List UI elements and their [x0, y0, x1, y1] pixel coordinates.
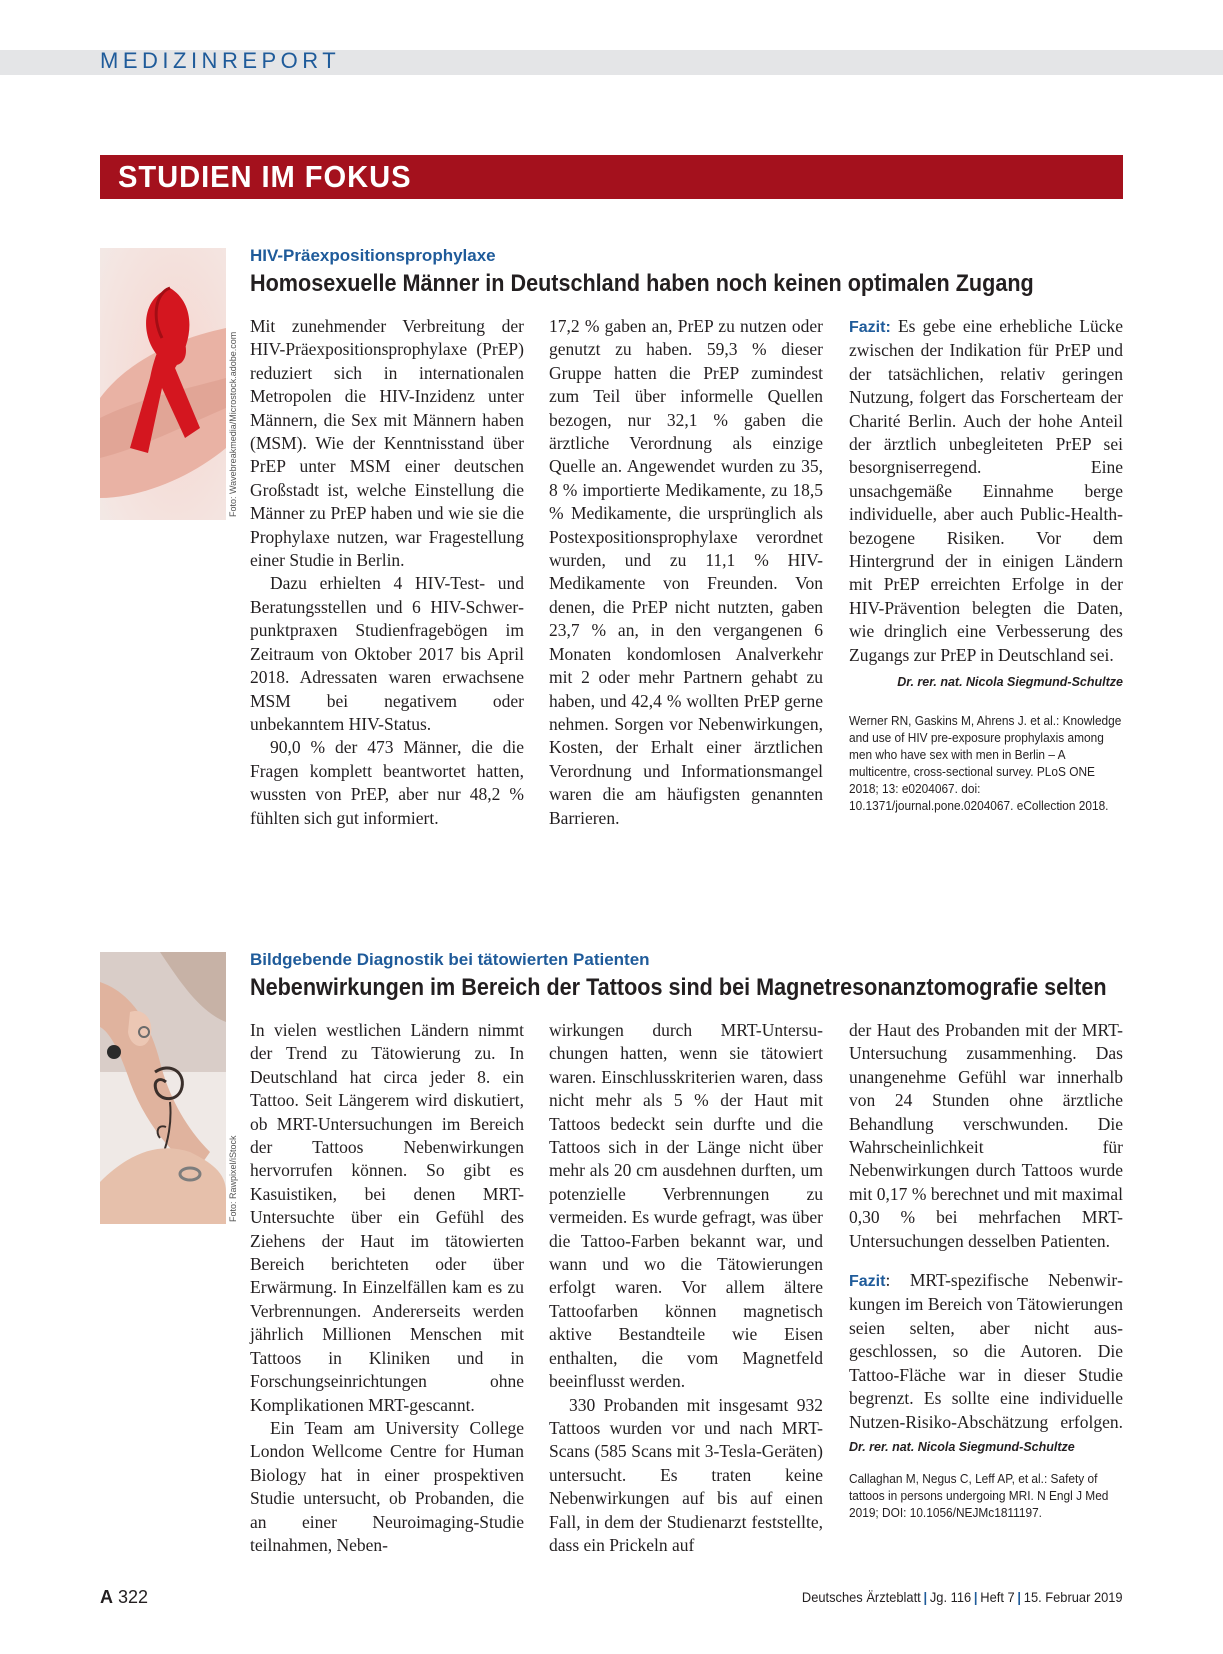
reference: Callaghan M, Negus C, Leff AP, et al.: Safety of tattoos in persons undergoing MRI. N Engl J Med 2019; DOI: 10.1056/NEJMc1811197.: [849, 1472, 1109, 1521]
tattoo-hand-icon: [100, 952, 226, 1224]
article-kicker: HIV-Präexpositionsprophylaxe: [250, 246, 496, 265]
article-column-2: [549, 1019, 823, 1557]
paragraph: Ein Team am University College London Wellcome Centre for Human Biology hat in einer prospektiven Studie untersucht, ob Probanden, die an einer Neuroimaging-Studie teilnahmen, Neben-: [250, 1417, 524, 1555]
separator: |: [1017, 1589, 1022, 1605]
paragraph: Mit zunehmender Verbreitung der HIV-Präexpositionsprophylaxe (PrEP) reduziert sich in internationalen Metropolen die HIV-Inzidenz unter Männern, die Sex mit Männern haben (MSM). Wie der Kenntnisstand über PrEP unter MSM einer deutschen Großstadt ist, welche Einstellung die Männer zu PrEP haben und wie sie die Prophylaxe nutzen, war Fragestellung einer Studie in Berlin.: [250, 316, 524, 571]
article-headline: Homosexuelle Männer in Deutschland haben noch keinen optimalen Zugang: [250, 270, 1034, 297]
article-column-1: [250, 315, 524, 830]
journal-issue: Heft 7: [980, 1589, 1016, 1605]
journal-date: 15. Februar 2019: [1024, 1589, 1123, 1605]
red-ribbon-icon: [100, 248, 226, 520]
paragraph: In vielen westlichen Ländern nimmt der Trend zu Tätowierung zu. In Deutschland hat circa jeder 8. ein Tattoo. Seit Längerem wird diskutiert, ob MRT-Untersuchungen im Bereich der Tattoos Nebenwirkungen hervorrufen können. So gibt es Kasuistiken, bei denen MRT-Untersuchte über ein Gefühl des Ziehens der Haut im tätowierten Bereich berichteten oder über Erwärmung. In Einzelfällen kam es zu Verbrennungen. Andererseits werden jährlich Millionen Menschen mit Tattoos in Kliniken und in Forschungseinrichtungen ohne Komplikationen MRT-gescannt.: [250, 1020, 524, 1415]
article-headline: Nebenwirkungen im Bereich der Tattoos sind bei Magnetresonanztomografie selten: [250, 974, 1107, 1001]
photo-credit: Foto: Wavebreakmedia/Microstock.adobe.com: [228, 331, 238, 517]
journal-info: [802, 1589, 1123, 1605]
paragraph: Dazu erhielten 4 HIV-Test- und Beratungsstellen und 6 HIV-Schwerpunktpraxen Studienfragebögen im Zeitraum von Oktober 2017 bis April 2018. Adressaten waren erwachsene MSM bei negativem oder unbekanntem HIV-Status.: [250, 573, 524, 734]
page-number: [100, 1587, 148, 1608]
article-column-2: [549, 315, 823, 830]
author: Dr. rer. nat. Nicola Siegmund-Schultze: [849, 1439, 1075, 1454]
tattoo-photo: [100, 952, 226, 1224]
separator: |: [974, 1589, 978, 1605]
reference: Werner RN, Gaskins M, Ahrens J. et al.: Knowledge and use of HIV pre-exposure prophylaxis among men who have sex with men in Berlin – A multicentre, cross-sectional survey. PLoS ONE 2018; 13: e0204067. doi: 10.1371/journal.pone.0204067. eCollection 2018.: [849, 713, 1122, 813]
fazit-label: Fazit:: [849, 319, 891, 336]
fazit-paragraph: [849, 1269, 1123, 1459]
article-column-3: [849, 1019, 1123, 1522]
page-prefix: A: [100, 1587, 113, 1607]
journal-name: Deutsches Ärzteblatt: [802, 1589, 922, 1605]
fazit-text: Es gebe eine erhebliche Lücke zwischen der Indikation für PrEP und der tatsächlichen, relativ geringen Nutzung, folgert das Forscherteam der Charité Berlin. Auch der hohe Anteil der ärztlich unbegleiteten PrEP sei besorgniserregend. Eine unsachgemäße Einnahme berge individuelle, aber auch Public-Health-bezogene Risiken. Vor dem Hintergrund der in einigen Ländern mit PrEP erreichten Erfolge in der HIV-Prävention belegten die Daten, wie dringlich eine Verbesserung des Zugangs zur PrEP in Deutschland sei.: [849, 316, 1123, 665]
paragraph: der Haut des Probanden mit der MRT-Untersuchung zusammenhing. Das unangenehme Gefühl war innerhalb von 24 Stunden ohne ärztliche Behandlung verschwunden. Die Wahrscheinlichkeit für Nebenwirkungen durch Tattoos wurde mit 0,17 % berechnet und mit maximal 0,30 % bei mehrfachen MRT-Untersuchungen desselben Patienten.: [849, 1020, 1123, 1251]
banner-title: STUDIEN IM FOKUS: [118, 159, 412, 194]
fazit-label: Fazit: [849, 1273, 886, 1291]
page-number-value: 322: [118, 1587, 149, 1607]
author-line: [849, 669, 1123, 694]
journal-volume: Jg. 116: [930, 1589, 972, 1605]
photo-credit: Foto: Rawpixel/iStock: [228, 1135, 238, 1222]
article-column-3: [849, 315, 1123, 815]
fazit-text: : MRT-spezifische Nebenwirkungen im Bereich von Tätowierungen seien selten, aber nicht ausgeschlossen, so die Autoren. Die Tattoo-Fläche war in dieser Studie begrenzt. Es sollte eine individuelle Nutzen-Risiko-Abschätzung erfolgen.: [849, 1270, 1123, 1432]
section-label: MEDIZINREPORT: [100, 48, 341, 73]
paragraph: 17,2 % gaben an, PrEP zu nutzen oder genutzt zu haben. 59,3 % dieser Gruppe hatten die PrEP zumindest zum Teil über informelle Quellen bezogen, nur 32,1 % gaben die ärztliche Verordnung als einzige Quelle an. Angewendet wurden zu 35, 8 % importierte Medikamente, zu 18,5 % Medikamente, die ursprünglich als Postexpositionsprophylaxe verordnet wurden, und zu 11,1 % HIV-Medikamente von Freunden. Von denen, die PrEP nicht nutzten, gaben 23,7 % an, in den vergangenen 6 Monaten kondomlosen Analverkehr mit 2 oder mehr Partnern gehabt zu haben, und 42,4 % wollten PrEP gerne nehmen. Sorgen vor Nebenwirkungen, Kosten, der Erhalt einer ärztlichen Verordnung und Informationsmangel waren die am häufigsten genannten Barrieren.: [549, 316, 823, 828]
fazit-paragraph: [849, 315, 1123, 667]
paragraph: wirkungen durch MRT-Untersuchungen hatten, wenn sie tätowiert waren. Einschlusskriterien waren, dass nicht mehr als 5 % der Haut mit Tattoos bedeckt sein durfte und die Tattoos sich in der Länge nicht über mehr als 20 cm ausdehnen durften, um potenzielle Verbrennungen zu vermeiden. Es wurde gefragt, was über die Tattoo-Farben bekannt war, und wann und wo die Tätowierungen erfolgt waren. Vor allem ältere Tattoofarben können magnetisch aktive Bestandteile wie Eisen enthalten, die vom Magnetfeld beeinflusst werden.: [549, 1020, 823, 1392]
ribbon-photo: [100, 248, 226, 520]
article-column-1: [250, 1019, 524, 1557]
paragraph: 330 Probanden mit insgesamt 932 Tattoos wurden vor und nach MRT-Scans (585 Scans mit 3-Tesla-Geräten) untersucht. Es traten keine Nebenwirkungen auf bis auf einen Fall, in dem der Studienarzt feststellte, dass ein Prickeln auf: [549, 1394, 823, 1555]
article-kicker: Bildgebende Diagnostik bei tätowierten Patienten: [250, 950, 650, 969]
banner: [100, 155, 1123, 199]
paragraph: 90,0 % der 473 Männer, die die Fragen komplett beantwortet hatten, wussten von PrEP, aber nur 48,2 % fühlten sich gut informiert.: [250, 737, 524, 828]
separator: |: [923, 1589, 928, 1605]
author: Dr. rer. nat. Nicola Siegmund-Schultze: [897, 675, 1123, 690]
